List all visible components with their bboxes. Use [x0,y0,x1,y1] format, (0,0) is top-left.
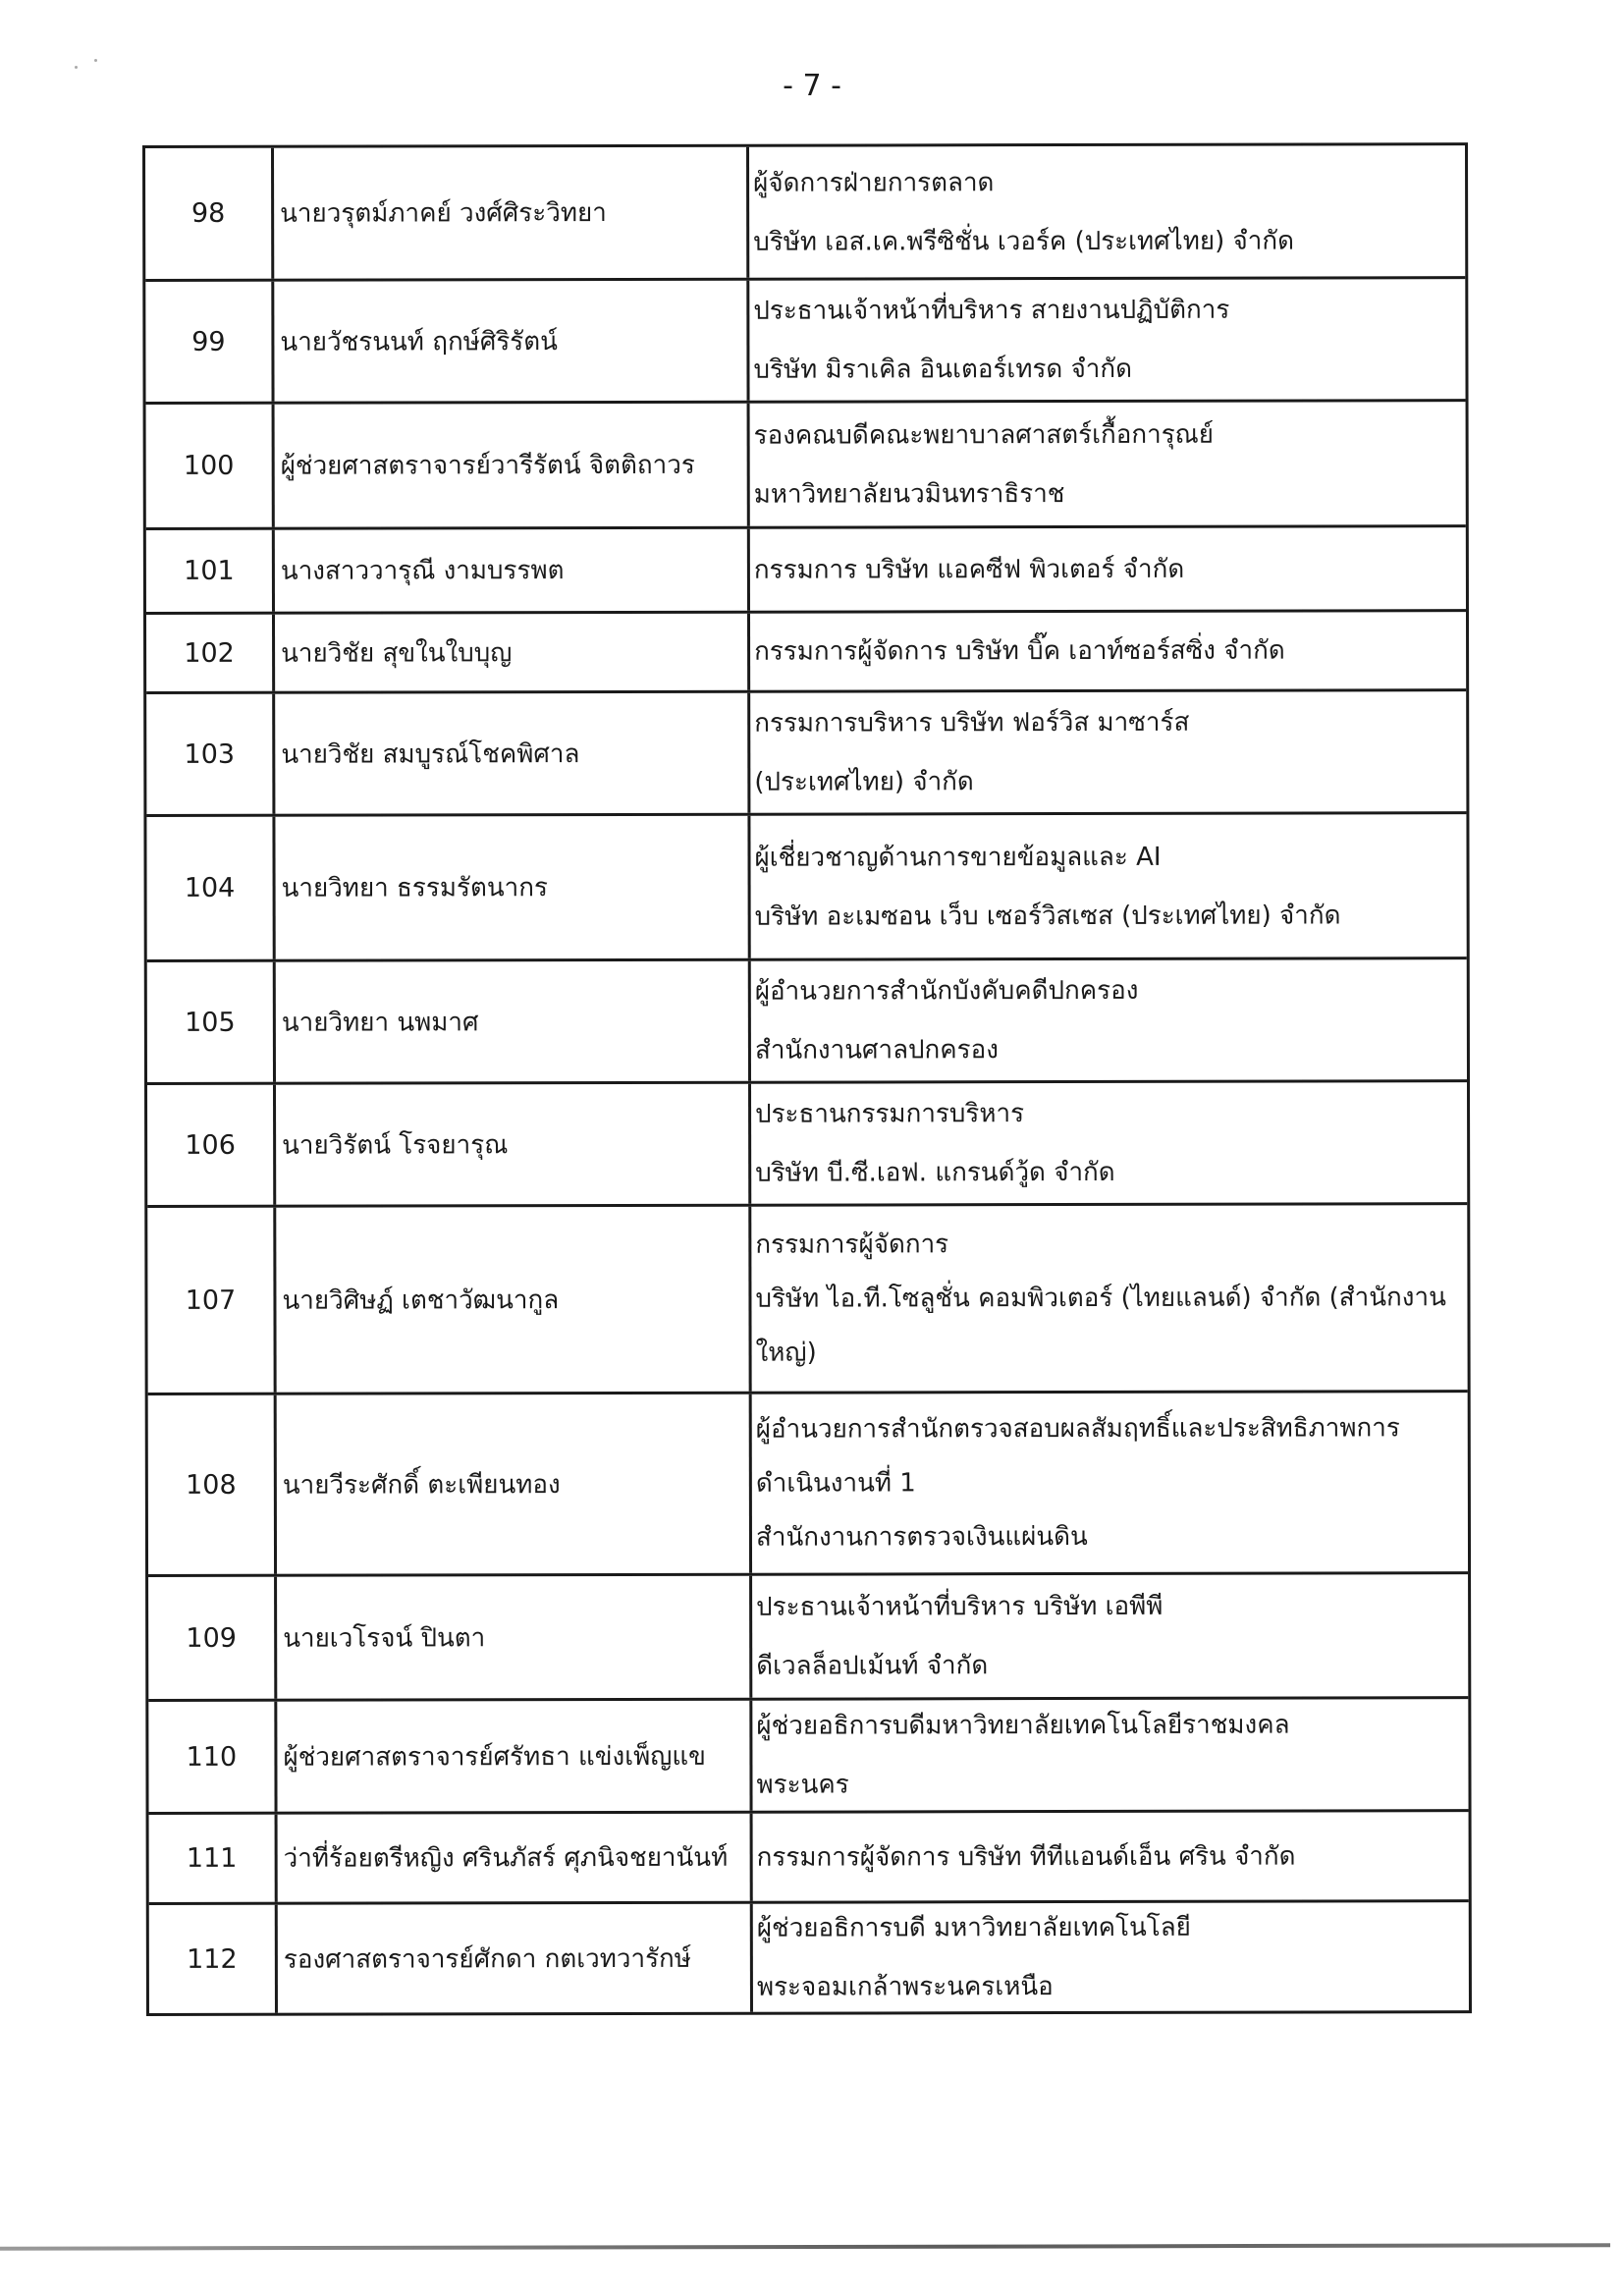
person-name: ผู้ช่วยศาสตราจารย์ศรัทธา แข่งเพ็ญแข [277,1701,752,1812]
position-cell [750,402,1466,526]
row-number: 106 [147,1085,276,1205]
person-name: นายวิชัย สมบูรณ์โชคพิศาล [275,693,750,814]
row-number: 109 [148,1577,277,1699]
position-cell [753,1812,1469,1901]
position-line: บริษัท ไอ.ที.โซลูชั่น คอมพิวเตอร์ (ไทยแลนด์) จำกัด (สำนักงาน [755,1282,1446,1314]
position-line: (ประเทศไทย) จำกัด [754,767,974,797]
table-row [146,524,1466,612]
person-name: นายวิทยา ธรรมรัตนากร [275,816,750,959]
row-number: 110 [148,1702,277,1812]
position-cell [749,145,1465,278]
table-row [148,1571,1468,1699]
row-number: 108 [148,1395,277,1574]
position-cell [752,1574,1468,1698]
person-name: ผู้ช่วยศาสตราจารย์วารีรัตน์ จิตติถาวร [275,404,750,527]
position-cell [753,1902,1469,2012]
person-name: นายวัชรนนท์ ฤกษ์ศิริรัตน์ [274,281,749,402]
position-line: ผู้อำนวยการสำนักตรวจสอบผลสัมฤทธิ์และประสิทธิภาพการ [755,1412,1400,1445]
position-line: ผู้อำนวยการสำนักบังคับคดีปกครอง [754,975,1139,1007]
position-line: กรรมการ บริษัท แอคซีฟ พิวเตอร์ จำกัด [753,554,1185,585]
person-name: นายวิรัตน์ โรจยารุณ [276,1084,751,1205]
person-name: นายวิชัย สุขในใบบุญ [275,614,750,691]
person-name: ว่าที่ร้อยตรีหญิง ศรินภัสร์ ศุภนิจชยานันท์ [278,1814,753,1902]
position-line: ผู้ช่วยอธิการบดีมหาวิทยาลัยเทคโนโลยีราชมงคล [756,1710,1290,1741]
person-name: นางสาววารุณี งามบรรพต [275,529,750,612]
table-row [146,399,1466,527]
position-line: สำนักงานศาลปกครอง [754,1035,999,1066]
position-line: สำนักงานการตรวจเงินแผ่นดิน [755,1521,1088,1553]
position-line: ประธานกรรมการบริหาร [755,1099,1025,1129]
scan-speck [75,66,78,69]
row-number: 112 [149,1905,278,2013]
position-line: ใหญ่) [755,1338,817,1368]
position-line: ดำเนินงานที่ 1 [755,1467,916,1499]
table-row [145,145,1465,279]
page-number: - 7 - [783,69,841,103]
position-line: ผู้เชี่ยวชาญด้านการขายข้อมูลและ AI [754,842,1162,873]
position-line: ผู้ช่วยอธิการบดี มหาวิทยาลัยเทคโนโลยี [756,1912,1191,1943]
person-name: รองศาสตราจารย์ศักดา กตเวทวารักษ์ [278,1904,753,2013]
person-name: นายวีระศักดิ์ ตะเพียนทอง [277,1394,752,1574]
position-line: ประธานเจ้าหน้าที่บริหาร บริษัท เอพีพี [756,1591,1164,1622]
scan-edge-line [0,2243,1610,2250]
table-row [147,1079,1467,1205]
position-cell [749,279,1465,401]
table-row [147,1202,1467,1393]
position-cell [752,1393,1468,1573]
person-name: นายวรุตม์ภาคย์ วงศ์ศิระวิทยา [274,147,749,279]
position-line: ประธานเจ้าหน้าที่บริหาร สายงานปฏิบัติการ [753,295,1230,326]
position-line: พระนคร [756,1770,849,1800]
person-name: นายวิศิษฏ์ เตชาวัฒนากูล [276,1207,751,1393]
table-row [147,957,1467,1082]
row-number: 107 [147,1208,276,1393]
person-name: นายวิทยา นพมาศ [276,961,751,1082]
row-number: 98 [145,148,274,279]
position-line: มหาวิทยาลัยนวมินทราธิราช [753,478,1065,510]
scan-speck [94,59,97,62]
position-line: กรรมการผู้จัดการ บริษัท ทีทีแอนด์เอ็น ศริน จำกัด [756,1841,1296,1873]
position-line: ผู้จัดการฝ่ายการตลาด [753,167,995,198]
row-number: 99 [145,282,274,402]
table-row [145,276,1465,402]
position-cell [751,1082,1467,1204]
table-row [148,1390,1468,1574]
table-row [148,1696,1468,1812]
row-number: 100 [146,405,275,527]
position-cell [751,1205,1467,1392]
position-line: บริษัท มิราเคิล อินเตอร์เทรด จำกัด [753,354,1133,385]
position-cell [750,527,1466,611]
position-line: บริษัท เอส.เค.พรีซิชั่น เวอร์ค (ประเทศไทย) จำกัด [753,226,1295,257]
position-line: กรรมการบริหาร บริษัท ฟอร์วิส มาซาร์ส [754,707,1190,738]
table-row [146,811,1466,959]
table-row [146,688,1466,814]
position-cell [752,1699,1468,1811]
position-line: บริษัท บี.ซี.เอฟ. แกรนด์วู้ด จำกัด [755,1157,1115,1188]
row-number: 105 [147,962,276,1082]
row-number: 102 [146,615,275,691]
row-number: 111 [149,1815,278,1902]
row-number: 101 [146,530,275,612]
person-name: นายเวโรจน์ ปินตา [277,1576,752,1699]
position-line: ดีเวลล็อปเม้นท์ จำกัด [756,1651,989,1681]
position-line: พระจอมเกล้าพระนครเหนือ [756,1972,1054,2002]
table-row [149,1899,1469,2013]
position-cell [750,691,1466,813]
position-line: รองคณบดีคณะพยาบาลศาสตร์เกื้อการุณย์ [753,419,1215,451]
members-table [142,142,1472,2016]
position-cell [751,959,1467,1081]
table-row [149,1809,1469,1902]
row-number: 104 [146,817,275,959]
position-line: กรรมการผู้จัดการ [755,1229,949,1260]
table-row [146,609,1466,691]
position-cell [750,612,1466,690]
position-line: บริษัท อะเมซอน เว็บ เซอร์วิสเซส (ประเทศไทย) จำกัด [754,900,1341,932]
row-number: 103 [146,694,275,814]
position-cell [750,814,1466,958]
position-line: กรรมการผู้จัดการ บริษัท บิ๊ค เอาท์ซอร์สซิ่ง จำกัด [754,635,1285,667]
